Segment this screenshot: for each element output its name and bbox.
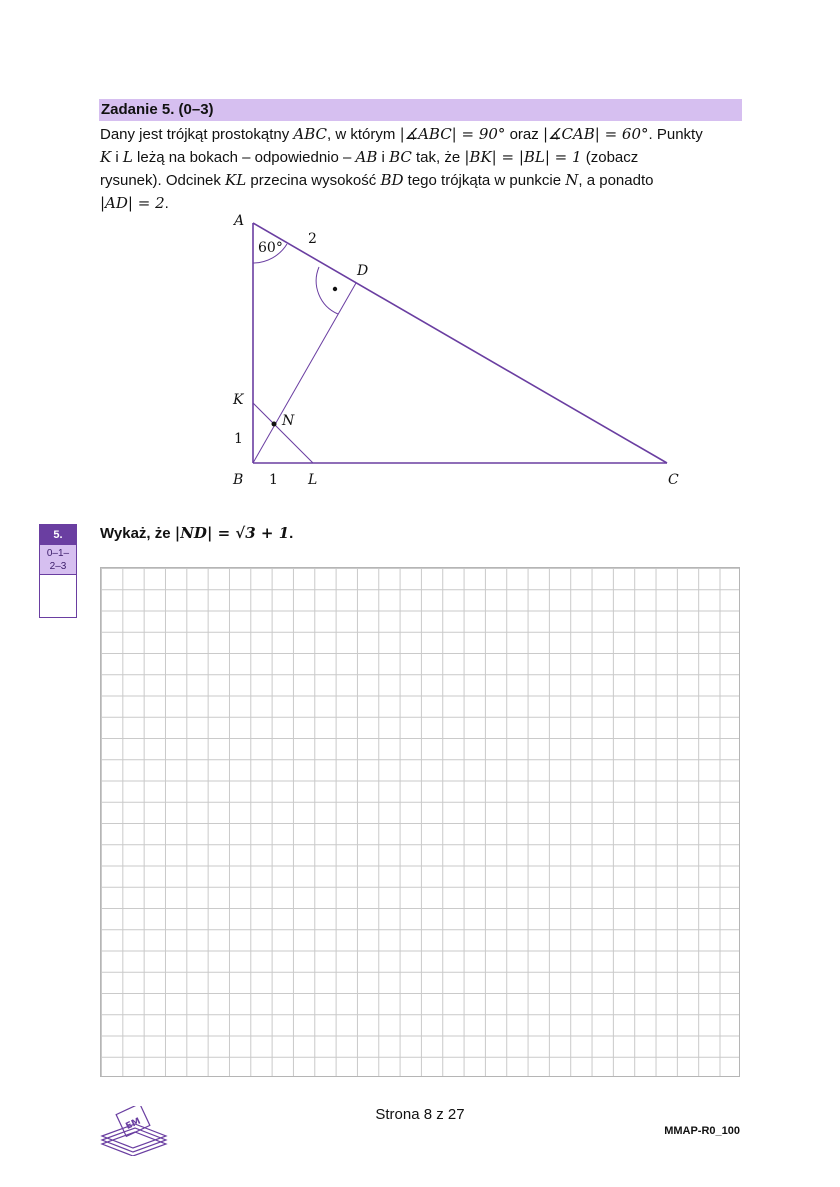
task-statement xyxy=(100,123,740,215)
label-b: B xyxy=(233,472,244,488)
score-entry-field[interactable] xyxy=(40,575,76,615)
math-segment: BD xyxy=(380,171,404,189)
text-segment: . Punkty xyxy=(648,126,703,143)
text-segment: , w którym xyxy=(327,126,400,143)
point-n xyxy=(272,422,277,427)
question-prefix: Wykaż, że xyxy=(100,525,175,542)
label-ad-length: 2 xyxy=(308,231,317,247)
text-segment: Dany jest trójkąt prostokątny xyxy=(100,126,294,143)
score-range-line-1: 0–1– xyxy=(46,548,70,559)
answer-grid[interactable] xyxy=(100,567,740,1077)
label-bl-length: 1 xyxy=(269,472,278,488)
text-segment: i xyxy=(111,149,123,166)
math-segment: K xyxy=(100,148,112,166)
statement-line-2 xyxy=(100,146,740,169)
triangle-figure xyxy=(220,205,690,495)
segment-kl xyxy=(253,403,313,463)
text-segment: przecina wysokość xyxy=(246,172,381,189)
text-segment: (zobacz xyxy=(581,149,639,166)
label-l: L xyxy=(308,472,318,488)
text-segment: i xyxy=(377,149,390,166)
exam-code: MMAP-R0_100 xyxy=(664,1125,740,1137)
math-segment: L xyxy=(122,148,133,166)
math-segment: ABC xyxy=(293,125,328,143)
altitude-bd xyxy=(253,283,356,463)
question-suffix: . xyxy=(289,525,294,542)
text-segment: rysunek). Odcinek xyxy=(100,172,226,189)
label-bk-length: 1 xyxy=(234,431,243,447)
right-angle-dot xyxy=(333,287,337,291)
score-range xyxy=(40,545,76,575)
label-k: K xyxy=(233,392,244,408)
question xyxy=(100,524,293,542)
statement-line-1 xyxy=(100,123,740,146)
page-number: Strona 8 z 27 xyxy=(375,1106,465,1123)
label-a: A xyxy=(234,213,245,229)
text-segment: leżą na bokach – odpowiednio – xyxy=(132,149,356,166)
text-segment: tak, że xyxy=(411,149,465,166)
math-segment: |∡CAB| = 60° xyxy=(542,125,649,143)
score-box xyxy=(39,524,77,618)
text-segment: , a ponadto xyxy=(578,172,654,189)
label-angle: 60° xyxy=(258,240,283,256)
label-d: D xyxy=(357,263,369,279)
score-range-line-2: 2–3 xyxy=(49,561,67,572)
logo-text: EM xyxy=(124,1116,143,1132)
side-ac xyxy=(253,223,667,463)
math-segment: |BK| = |BL| = 1 xyxy=(464,148,582,166)
text-segment: . xyxy=(164,195,169,212)
math-segment: BC xyxy=(389,148,412,166)
math-segment: |AD| = 2 xyxy=(100,194,165,212)
task-header xyxy=(99,99,742,121)
math-segment: N xyxy=(565,171,579,189)
label-n: N xyxy=(282,413,295,429)
task-number-badge: 5. xyxy=(40,525,76,545)
text-segment: tego trójkąta w punkcie xyxy=(403,172,566,189)
task-title: Zadanie 5. (0–3) xyxy=(101,101,214,118)
math-segment: AB xyxy=(355,148,378,166)
label-c: C xyxy=(668,472,679,488)
text-segment: oraz xyxy=(505,126,543,143)
statement-line-3 xyxy=(100,169,740,192)
question-math: |ND| = √3 + 1 xyxy=(174,524,290,542)
math-segment: KL xyxy=(225,171,247,189)
math-segment: |∡ABC| = 90° xyxy=(399,125,506,143)
